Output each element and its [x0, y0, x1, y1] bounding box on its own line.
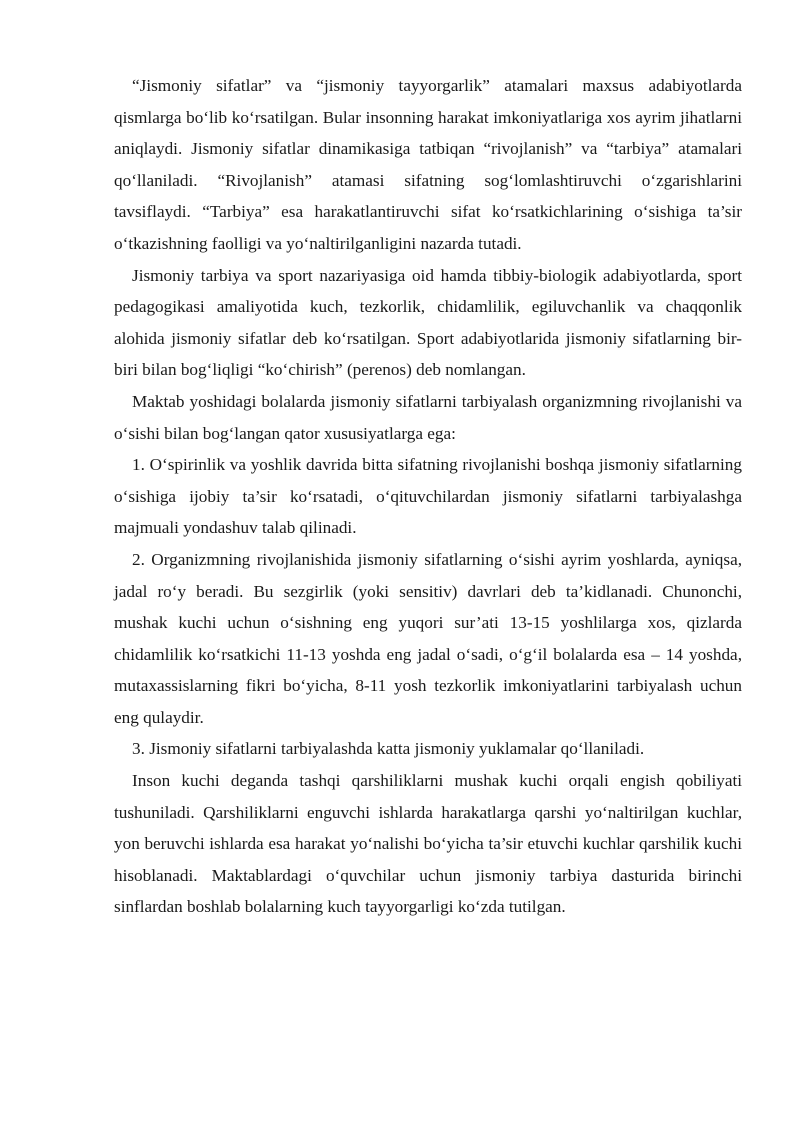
- paragraph-item-1: 1. O‘spirinlik va yoshlik davrida bitta sifatning rivojlanishi boshqa jismoniy sifatlarning o‘sishiga ijobiy ta’sir ko‘rsatadi, o‘qituvchilardan jismoniy sifatlarni tarbiyalashga majmuali yondashuv talab qilinadi.: [114, 455, 742, 538]
- paragraph-item-3: 3. Jismoniy sifatlarni tarbiyalashda katta jismoniy yuklamalar qo‘llaniladi.: [132, 739, 645, 759]
- paragraph-physical-qualities-list: Jismoniy tarbiya va sport nazariyasiga oid hamda tibbiy-biologik adabiyotlarda, sport pedagogikasi amaliyotida kuch, tezkorlik, chidamlilik, egiluvchanlik va chaqqonlik alohida jismoniy sifatlar deb ko‘rsatilgan. Sport adabiyotlarida jismoniy sifatlarning bir-biri bilan bog‘liqligi “ko‘chirish” (perenos) deb nomlangan.: [114, 265, 742, 380]
- paragraph-strength-definition: Inson kuchi deganda tashqi qarshiliklarni mushak kuchi orqali engish qobiliyati tushuniladi. Qarshiliklarni enguvchi ishlarda harakatlarga qarshi yo‘naltirilgan kuchlar, yon beruvchi ishlarda esa harakat yo‘nalishi bo‘yicha ta’sir etuvchi kuchlar qarshilik kuchi hisoblanadi. Maktablardagi o‘quvchilar uchun jismoniy tarbiya dasturida birinchi sinflardan boshlab bolalarning kuch tayyorgarligi ko‘zda tutilgan.: [114, 771, 742, 917]
- document-page: [114, 70, 742, 923]
- paragraph-terms-definition: “Jismoniy sifatlar” va “jismoniy tayyorgarlik” atamalari maxsus adabiyotlarda qismlarga bo‘lib ko‘rsatilgan. Bular insonning harakat imkoniyatlariga xos ayrim jihatlarni aniqlaydi. Jismoniy sifatlar dinamikasiga tatbiqan “rivojlanish” va “tarbiya” atamalari qo‘llaniladi. “Rivojlanish” atamasi sifatning sog‘lomlashtiruvchi o‘zgarishlarini tavsiflaydi. “Tarbiya” esa harakatlantiruvchi sifat ko‘rsatkichlarining o‘sishiga ta’sir o‘tkazishning faolligi va yo‘naltirilganligini nazarda tutadi.: [114, 76, 742, 253]
- paragraph-school-age-features: Maktab yoshidagi bolalarda jismoniy sifatlarni tarbiyalash organizmning rivojlanishi va o‘sishi bilan bog‘langan qator xususiyatlarga ega:: [114, 391, 742, 443]
- paragraph-item-2: 2. Organizmning rivojlanishida jismoniy sifatlarning o‘sishi ayrim yoshlarda, ayniqsa, jadal ro‘y beradi. Bu sezgirlik (yoki sensitiv) davrlari deb ta’kidlanadi. Chunonchi, mushak kuchi uchun o‘sishning eng yuqori sur’ati 13-15 yoshlilarga xos, qizlarda chidamlilik ko‘rsatkichi 11-13 yoshda eng jadal o‘sadi, o‘g‘il bolalarda esa – 14 yoshda, mutaxassislarning fikri bo‘yicha, 8-11 yosh tezkorlik imkoniyatlarini tarbiyalash uchun eng qulaydir.: [114, 549, 742, 727]
